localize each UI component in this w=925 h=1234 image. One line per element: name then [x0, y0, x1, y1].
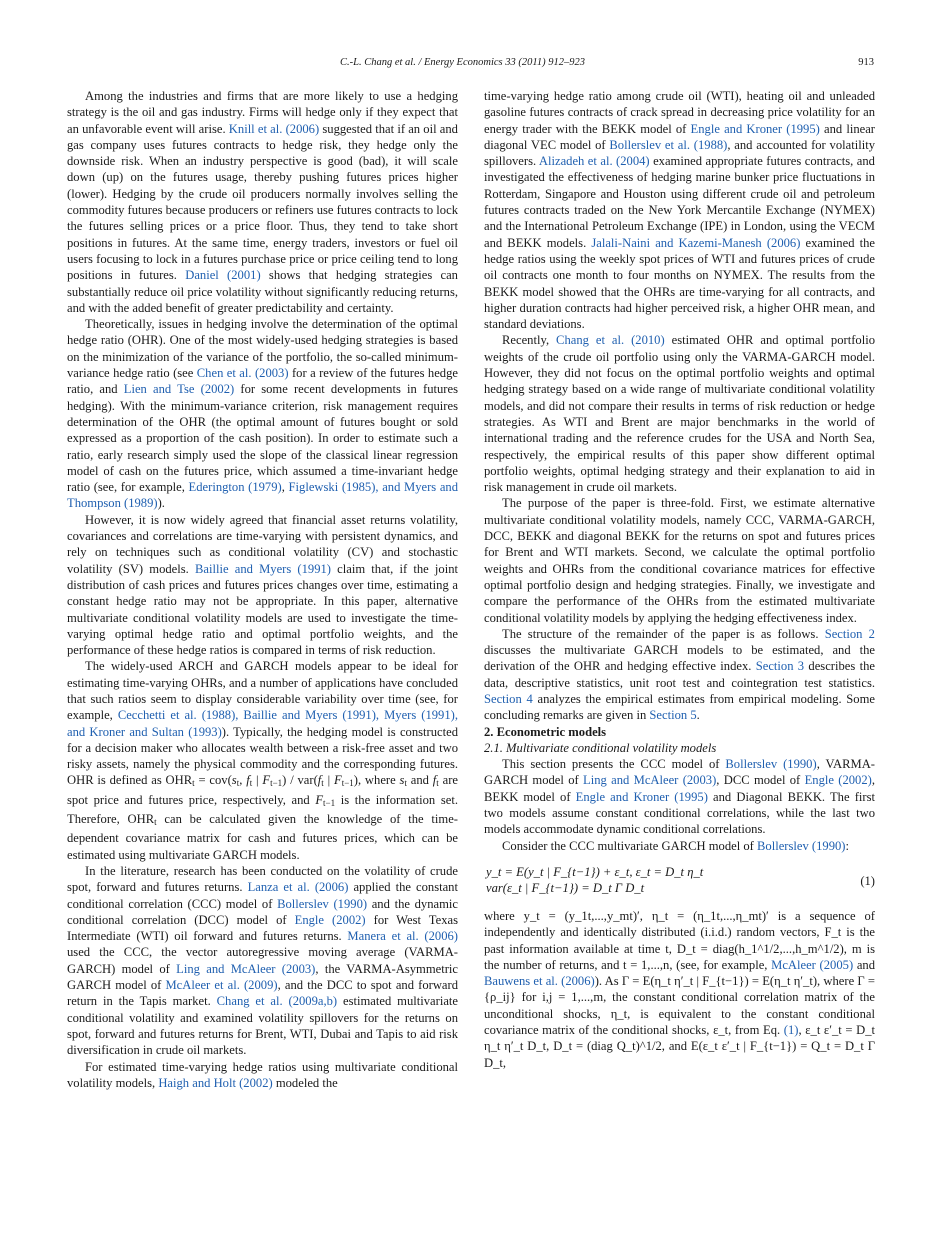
text-run: , and accounted for volatility spillovers.	[484, 137, 875, 169]
text-run: The widely-used ARCH and GARCH models appear to be ideal for estimating time-varying OHRs, and a number of applications have concluded that such ratios seem to display considerable variability over time (see, for example,	[67, 659, 458, 723]
citation-link[interactable]: Cecchetti et al. (1988), Baillie and Myers (1991), Myers (1991), and Kroner and Sultan (1993)	[67, 708, 458, 739]
paragraph	[67, 658, 458, 863]
left-column	[67, 88, 458, 1091]
text-run: and	[406, 773, 433, 788]
text-run: can be calculated given the knowledge of the time-dependent covariance matrix for cash and futures prices, which can be estimated using multivariate GARCH models.	[67, 812, 458, 862]
text-run: |	[252, 773, 263, 788]
text-run: The purpose of the paper is three-fold. First, we estimate alternative multivariate conditional volatility models, namely CCC, VARMA-GARCH, DCC, BEKK and diagonal BEKK for the returns on spot and futures prices for Brent and WTI markets. Second, we calculate the optimal portfolio weights and OHRs from the conditional covariance matrices for effective optimal portfolio design and hedging strategies. Finally, we investigate and compare the performance of the OHRs from the estimated multivariate conditional volatility models by applying the hedging effectiveness index.	[484, 496, 875, 625]
text-run: examined the hedge ratios using the weekly spot prices of WTI and futures prices of crude oil contracts one month to four months on NYMEX. The results from the BEKK model showed that the OHRs are time-varying for all contracts, and higher duration contracts had higher perceived risk, a higher OHR mean, and standard deviations.	[484, 235, 875, 332]
right-column	[484, 88, 875, 1071]
text-run: claim that, if the joint distribution of cash prices and futures prices changes over time, estimating a constant hedge ratio may not be appropriate. In this paper, alternative multivariate conditional volatility models are used to investigate the time-varying optimal hedge ratio and optimal portfolio weights, and the performance of these hedge ratios is compared in terms of risk reduction.	[67, 561, 458, 658]
math-var: F	[315, 792, 324, 807]
citation-link[interactable]: Daniel (2001)	[185, 268, 261, 283]
citation-link[interactable]: Jalali-Naini and Kazemi-Manesh (2006)	[591, 235, 801, 250]
section-heading: 2. Econometric models	[484, 724, 607, 739]
text-run: ). As Γ = E(η_t η′_t | F_{t−1}) = E(η_t η′_t), where Γ = {ρ_ij} for i,j = 1,...,m, the constant conditional correlation matrix of the unconditional shocks, η_t, is equivalent to the constant conditional covariance matrix of the conditional shocks, ε_t, from Eq.	[484, 974, 875, 1038]
citation-link[interactable]: Bollerslev (1990)	[277, 896, 368, 911]
text-run: Consider the CCC multivariate GARCH model of	[502, 838, 757, 853]
text-run: examined appropriate futures contracts, and investigated the effectiveness of hedging marine bunker price fluctuations in Rotterdam, Singapore and Houston using different crude oil and petroleum futures contracts traded on the New York Mercantile Exchange (NYMEX) and the International Petroleum Exchange (IPE) in London, using the VECM and BEKK models.	[484, 154, 875, 250]
paragraph	[484, 495, 875, 625]
citation-link[interactable]: Engle and Kroner (1995)	[690, 121, 820, 136]
paragraph	[67, 863, 458, 1059]
text-run: for some recent developments in futures hedging). With the minimum-variance criterion, risk management requires determination of the OHR (the optimal amount of futures bought or sold expressed as a proportion of the cash position). In order to estimate such a ratio, early research simply used the slope of the classical linear regression model of cash on the futures price, which assumed a time-invariant hedge ratio (see, for example,	[67, 382, 458, 495]
subscript: t	[321, 778, 324, 789]
subscript: t−1	[270, 778, 283, 789]
citation-link[interactable]: Bollerslev (1990)	[757, 838, 846, 853]
text-run: ,	[281, 480, 289, 495]
citation-link[interactable]: Knill et al. (2006)	[228, 121, 320, 136]
text-run: For estimated time-varying hedge ratios using multivariate conditional volatility models,	[67, 1059, 458, 1090]
text-run: and Diagonal BEKK. The first two models assume constant conditional correlations, while the last two models accommodate dynamic conditional correlations.	[484, 789, 875, 837]
text-run: However, it is now widely agreed that financial asset returns volatility, covariances and correlations are time-varying with persistent dynamics, and rely on techniques such as conditional volatility (CV) and stochastic volatility (SV) models.	[67, 512, 458, 576]
text-run: ) / var(	[282, 773, 318, 788]
page-number: 913	[858, 57, 874, 68]
citation-link[interactable]: Figlewski (1985), and Myers and Thompson (1989)	[67, 480, 459, 511]
paragraph	[484, 838, 875, 854]
citation-link[interactable]: Chang et al. (2010)	[556, 333, 665, 348]
subscript: t	[436, 778, 439, 789]
subsection-heading: 2.1. Multivariate conditional volatility models	[484, 740, 717, 755]
citation-link[interactable]: Lanza et al. (2006)	[247, 880, 349, 895]
citation-link[interactable]: Manera et al. (2006)	[347, 929, 459, 944]
math-var: s	[399, 773, 405, 788]
text-run: , the VARMA-Asymmetric GARCH model of	[67, 961, 458, 993]
text-run: = cov(	[194, 773, 232, 788]
text-run: and	[853, 957, 876, 972]
text-run: estimated OHR and optimal portfolio weights of the crude oil portfolio using only the VARMA-GARCH model. However, they did not focus on the optimal portfolio weights and optimal hedging strategy based on a wide range of multivariate conditional volatility models, and did not compare their results in terms of risk reduction or hedge strategies. As WTI and Brent are major benchmarks in the world of international trading and the reference crudes for the USA and North Sea, respectively, the empirical results of this paper show different optimal portfolio weights, optimal hedging strategy and their explanation to aid in risk management in crude oil markets.	[484, 333, 875, 495]
citation-link[interactable]: Engle (2002)	[804, 773, 872, 788]
text-run: for a review of the futures hedge ratio, and	[67, 366, 458, 397]
citation-link[interactable]: McAleer et al. (2009)	[165, 978, 278, 993]
citation-link[interactable]: Ling and McAleer (2003)	[583, 773, 717, 788]
text-run: Among the industries and firms that are more likely to use a hedging strategy is the oil and gas industry. Firms will hedge only if they expect that an unfavorable event will arise.	[67, 89, 458, 136]
text-run: time-varying hedge ratio among crude oil (WTI), heating oil and unleaded gasoline futures contracts of crack spread in decreasing price volatility for an energy trader with the BEKK model of	[484, 89, 875, 136]
text-run: In the literature, research has been conducted on the volatility of crude spot, forward and futures returns.	[67, 863, 458, 895]
citation-link[interactable]: Haigh and Holt (2002)	[158, 1075, 273, 1090]
text-run: ), where	[353, 773, 400, 788]
citation-link[interactable]: Section 5	[649, 708, 697, 723]
citation-link[interactable]: Baillie and Myers (1991)	[194, 561, 331, 576]
subscript: t	[404, 778, 407, 789]
text-run: .	[696, 708, 700, 723]
citation-link[interactable]: Engle (2002)	[294, 912, 366, 927]
text-run: estimated multivariate conditional volatility and examined volatility spillovers for the returns on spot, forward and futures returns for Brent, WTI, Dubai and Tapis to aid risk diversification in crude oil markets.	[67, 994, 458, 1058]
citation-link[interactable]: Engle and Kroner (1995)	[575, 789, 708, 804]
text-run: and the dynamic conditional correlation (DCC) model of	[67, 896, 458, 927]
citation-link[interactable]: Section 4	[484, 691, 533, 706]
math-var: s	[231, 773, 237, 788]
text-run: describes the data, descriptive statistics, unit root test and cointegration test statistics.	[484, 659, 875, 690]
text-run: , VARMA-GARCH model of	[484, 757, 875, 788]
text-run: used the CCC, the vector autoregressive moving average (VARMA-GARCH) model of	[67, 945, 458, 976]
subscript: t−1	[341, 778, 354, 789]
text-run: This section presents the CCC model of	[502, 757, 726, 772]
text-run: :	[845, 838, 849, 853]
paragraph	[484, 88, 875, 332]
paragraph	[484, 908, 875, 1071]
text-run: shows that hedging strategies can substantially reduce oil price volatility without significantly reducing returns, and with the added benefit of greater predictability and certainty.	[67, 268, 458, 315]
text-run: The structure of the remainder of the paper is as follows.	[502, 626, 825, 641]
paragraph	[67, 512, 458, 659]
paragraph	[484, 332, 875, 495]
citation-link[interactable]: Alizadeh et al. (2004)	[538, 154, 650, 169]
text-run: Theoretically, issues in hedging involve the determination of the optimal hedge ratio (OHR). One of the most widely-used hedging strategies is based on the minimization of the variance of the portfolio, the so-called minimum-variance hedge ratio (see	[67, 317, 458, 381]
paragraph	[484, 756, 875, 837]
citation-link[interactable]: Lien and Tse (2002)	[123, 382, 235, 397]
math-var: f	[432, 773, 437, 788]
citation-link[interactable]: Ling and McAleer (2003)	[176, 961, 316, 976]
running-header	[0, 57, 925, 73]
text-run: for West Texas Intermediate (WTI) oil forward and futures returns.	[67, 912, 458, 944]
text-run: ).	[157, 496, 165, 511]
subscript: t	[154, 817, 157, 828]
math-var: F	[333, 773, 342, 788]
citation-link[interactable]: Section 2	[824, 626, 875, 641]
running-title: C.-L. Chang et al. / Energy Economics 33 (2011) 912–923	[340, 57, 585, 68]
text-run: discusses the multivariate GARCH models to be estimated, and the derivation of the OHR and hedging effective index.	[484, 643, 875, 674]
paragraph	[484, 626, 875, 724]
equation-line: y_t = E(y_t | F_{t−1}) + ε_t, ε_t = D_t η_t	[486, 864, 704, 879]
text-run: suggested that if an oil and gas company uses futures contracts to hedge risk, they hedge only the downside risk. When an industry perspective is good (bad), it will scale down (up) on the futures usage, thereby pushing futures prices higher (lower). Hedging by the crude oil producers normally involves selling the commodity futures because producers or refiners use futures contracts to lock the futures selling prices or a price floor. Thus, they tend to take short positions in futures. At the same time, energy traders, investors or fuel oil users focusing to lock in a futures purchase price or price ceiling tend to long positions in futures.	[67, 121, 458, 283]
citation-link[interactable]: (1)	[783, 1023, 799, 1038]
citation-link[interactable]: Bollerslev et al. (1988)	[609, 137, 728, 152]
text-run: are spot price and futures price, respectively, and	[67, 773, 459, 807]
equation-1	[484, 864, 875, 898]
text-run: , BEKK model of	[484, 773, 876, 804]
paragraph	[67, 88, 458, 316]
text-run: applied the constant conditional correlation (CCC) model of	[67, 880, 458, 911]
citation-link[interactable]: Chen et al. (2003)	[196, 366, 289, 381]
subscript: t	[249, 778, 253, 789]
text-run: ,	[239, 773, 247, 788]
text-run: , DCC model of	[716, 773, 805, 788]
text-run: is the information set. Therefore, OHR	[67, 792, 458, 827]
citation-link[interactable]: Ederington (1979)	[188, 480, 282, 495]
subscript: t	[236, 778, 240, 789]
subscript: t	[192, 778, 195, 789]
text-run: |	[323, 773, 334, 788]
subscript: t−1	[323, 797, 336, 808]
text-run: Recently,	[502, 333, 557, 348]
math-var: f	[317, 773, 322, 788]
text-run: , and the DCC to spot and forward return in the Tapis market.	[67, 978, 459, 1009]
text-run: ). Typically, the hedging model is constructed for a decision maker who allocates wealth between a risk-free asset and two risky assets, namely the physical commodity and the corresponding futures. OHR is defined as OHR	[67, 724, 458, 788]
equation-line: var(ε_t | F_{t−1}) = D_t Γ D_t	[486, 881, 645, 896]
math-var: f	[246, 773, 250, 788]
citation-link[interactable]: Section 3	[755, 659, 805, 674]
math-var: F	[262, 773, 271, 788]
paragraph	[67, 316, 458, 512]
citation-link[interactable]: Bollerslev (1990)	[725, 757, 817, 772]
text-run: where y_t = (y_1t,...,y_mt)′, η_t = (η_1t,...,η_mt)′ is a sequence of independently and identically distributed (i.i.d.) random vectors, F_t is the past information available at time t, D_t = diag(h_1^1/2,...,h_m^1/2), m is the number of returns, and t = 1,...,n, (see, for example,	[484, 908, 875, 972]
citation-link[interactable]: McAleer (2005)	[771, 957, 854, 972]
citation-link[interactable]: Bauwens et al. (2006)	[484, 974, 595, 989]
paragraph	[67, 1059, 458, 1092]
text-run: and linear diagonal VEC model of	[484, 121, 875, 152]
text-run: analyzes the empirical estimates from empirical modeling. Some concluding remarks are given in	[484, 691, 875, 723]
text-run: , ε_t ε′_t = D_t η_t η′_t D_t, D_t = (diag Q_t)^1/2, and E(ε_t ε′_t | F_{t−1}) = Q_t = D_t Γ D_t,	[484, 1023, 875, 1070]
equation-number: (1)	[860, 873, 875, 888]
citation-link[interactable]: Chang et al. (2009a,b)	[216, 994, 338, 1009]
text-run: modeled the	[272, 1075, 338, 1090]
